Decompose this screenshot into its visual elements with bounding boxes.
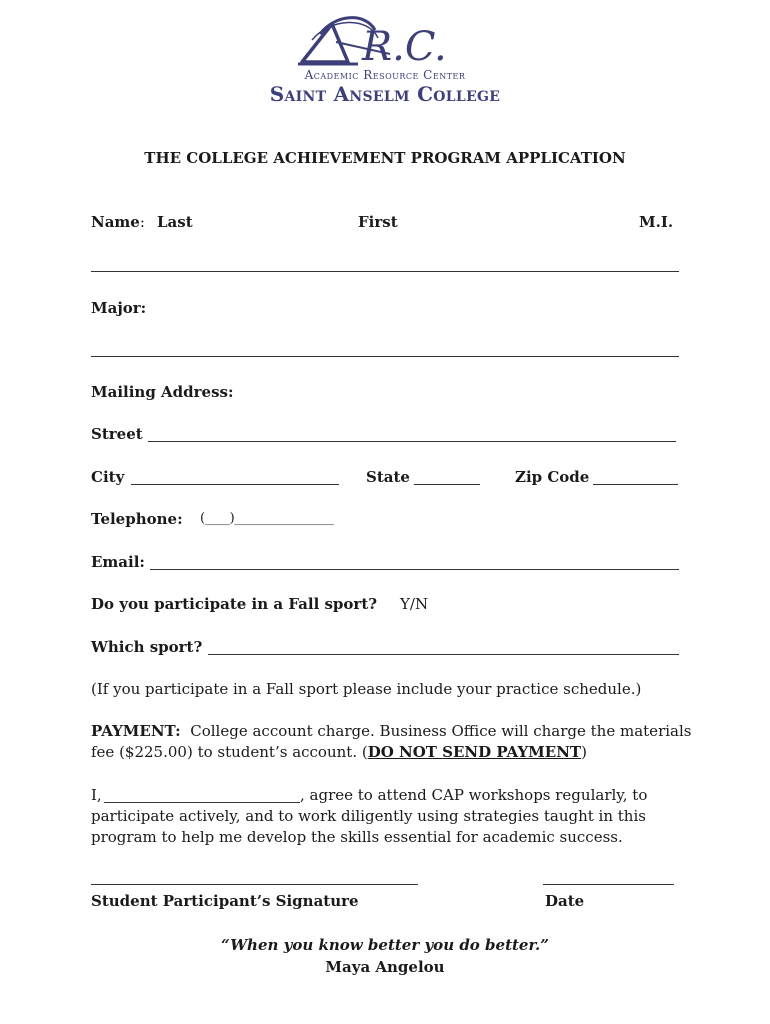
agreement-line-3: program to help me develop the skills essential for academic success. [91,828,623,846]
middle-initial-label: M.I. [639,213,674,231]
agreement-line-2: participate actively, and to work diligently using strategies taught in this [91,807,646,825]
agreement-prefix: I, [91,786,102,804]
last-name-label: Last [157,213,193,231]
zip-code-label: Zip Code [515,468,590,486]
practice-schedule-note: (If you participate in a Fall sport please include your practice schedule.) [91,680,642,698]
signature-field[interactable] [91,884,418,885]
date-field[interactable] [543,884,674,885]
email-label: Email: [91,553,145,571]
city-label: City [91,468,125,486]
center-name: Academic Resource Center [304,68,466,82]
which-sport-label: Which sport? [91,638,203,656]
payment-line-2: fee ($225.00) to student’s account. (DO NOT SEND PAYMENT) [91,743,587,761]
do-not-send-payment: DO NOT SEND PAYMENT [367,743,582,761]
street-field[interactable] [148,441,676,442]
page-title: THE COLLEGE ACHIEVEMENT PROGRAM APPLICATION [144,149,626,167]
name-field[interactable] [91,271,679,272]
arc-logo-mark [240,12,530,72]
city-field[interactable] [131,484,339,485]
name-label: Name: [91,213,145,231]
telephone-field[interactable]: (____)________________ [200,511,334,526]
date-label: Date [545,892,585,910]
agreement-line-1: , agree to attend CAP workshops regularly, to [300,786,648,804]
major-field[interactable] [91,356,679,357]
first-name-label: First [358,213,398,231]
which-sport-field[interactable] [208,654,679,655]
fall-sport-question: Do you participate in a Fall sport? [91,595,378,613]
telephone-label: Telephone: [91,510,183,528]
state-field[interactable] [414,484,480,485]
arc-logo-letters: R.C. [362,24,447,70]
zip-code-field[interactable] [593,484,678,485]
mailing-address-label: Mailing Address: [91,383,234,401]
fall-sport-yes-no[interactable]: Y/N [400,595,429,613]
state-label: State [366,468,410,486]
major-label: Major: [91,299,147,317]
college-name: Saint Anselm College [269,82,501,106]
quote-author: Maya Angelou [325,958,445,976]
arc-logo [240,12,530,104]
email-field[interactable] [150,569,679,570]
payment-line-1: PAYMENT: College account charge. Business Office will charge the materials [91,722,692,740]
signature-label: Student Participant’s Signature [91,892,359,910]
agreement-name-field[interactable] [104,802,300,803]
street-label: Street [91,425,143,443]
quote-text: “When you know better you do better.” [221,936,549,954]
